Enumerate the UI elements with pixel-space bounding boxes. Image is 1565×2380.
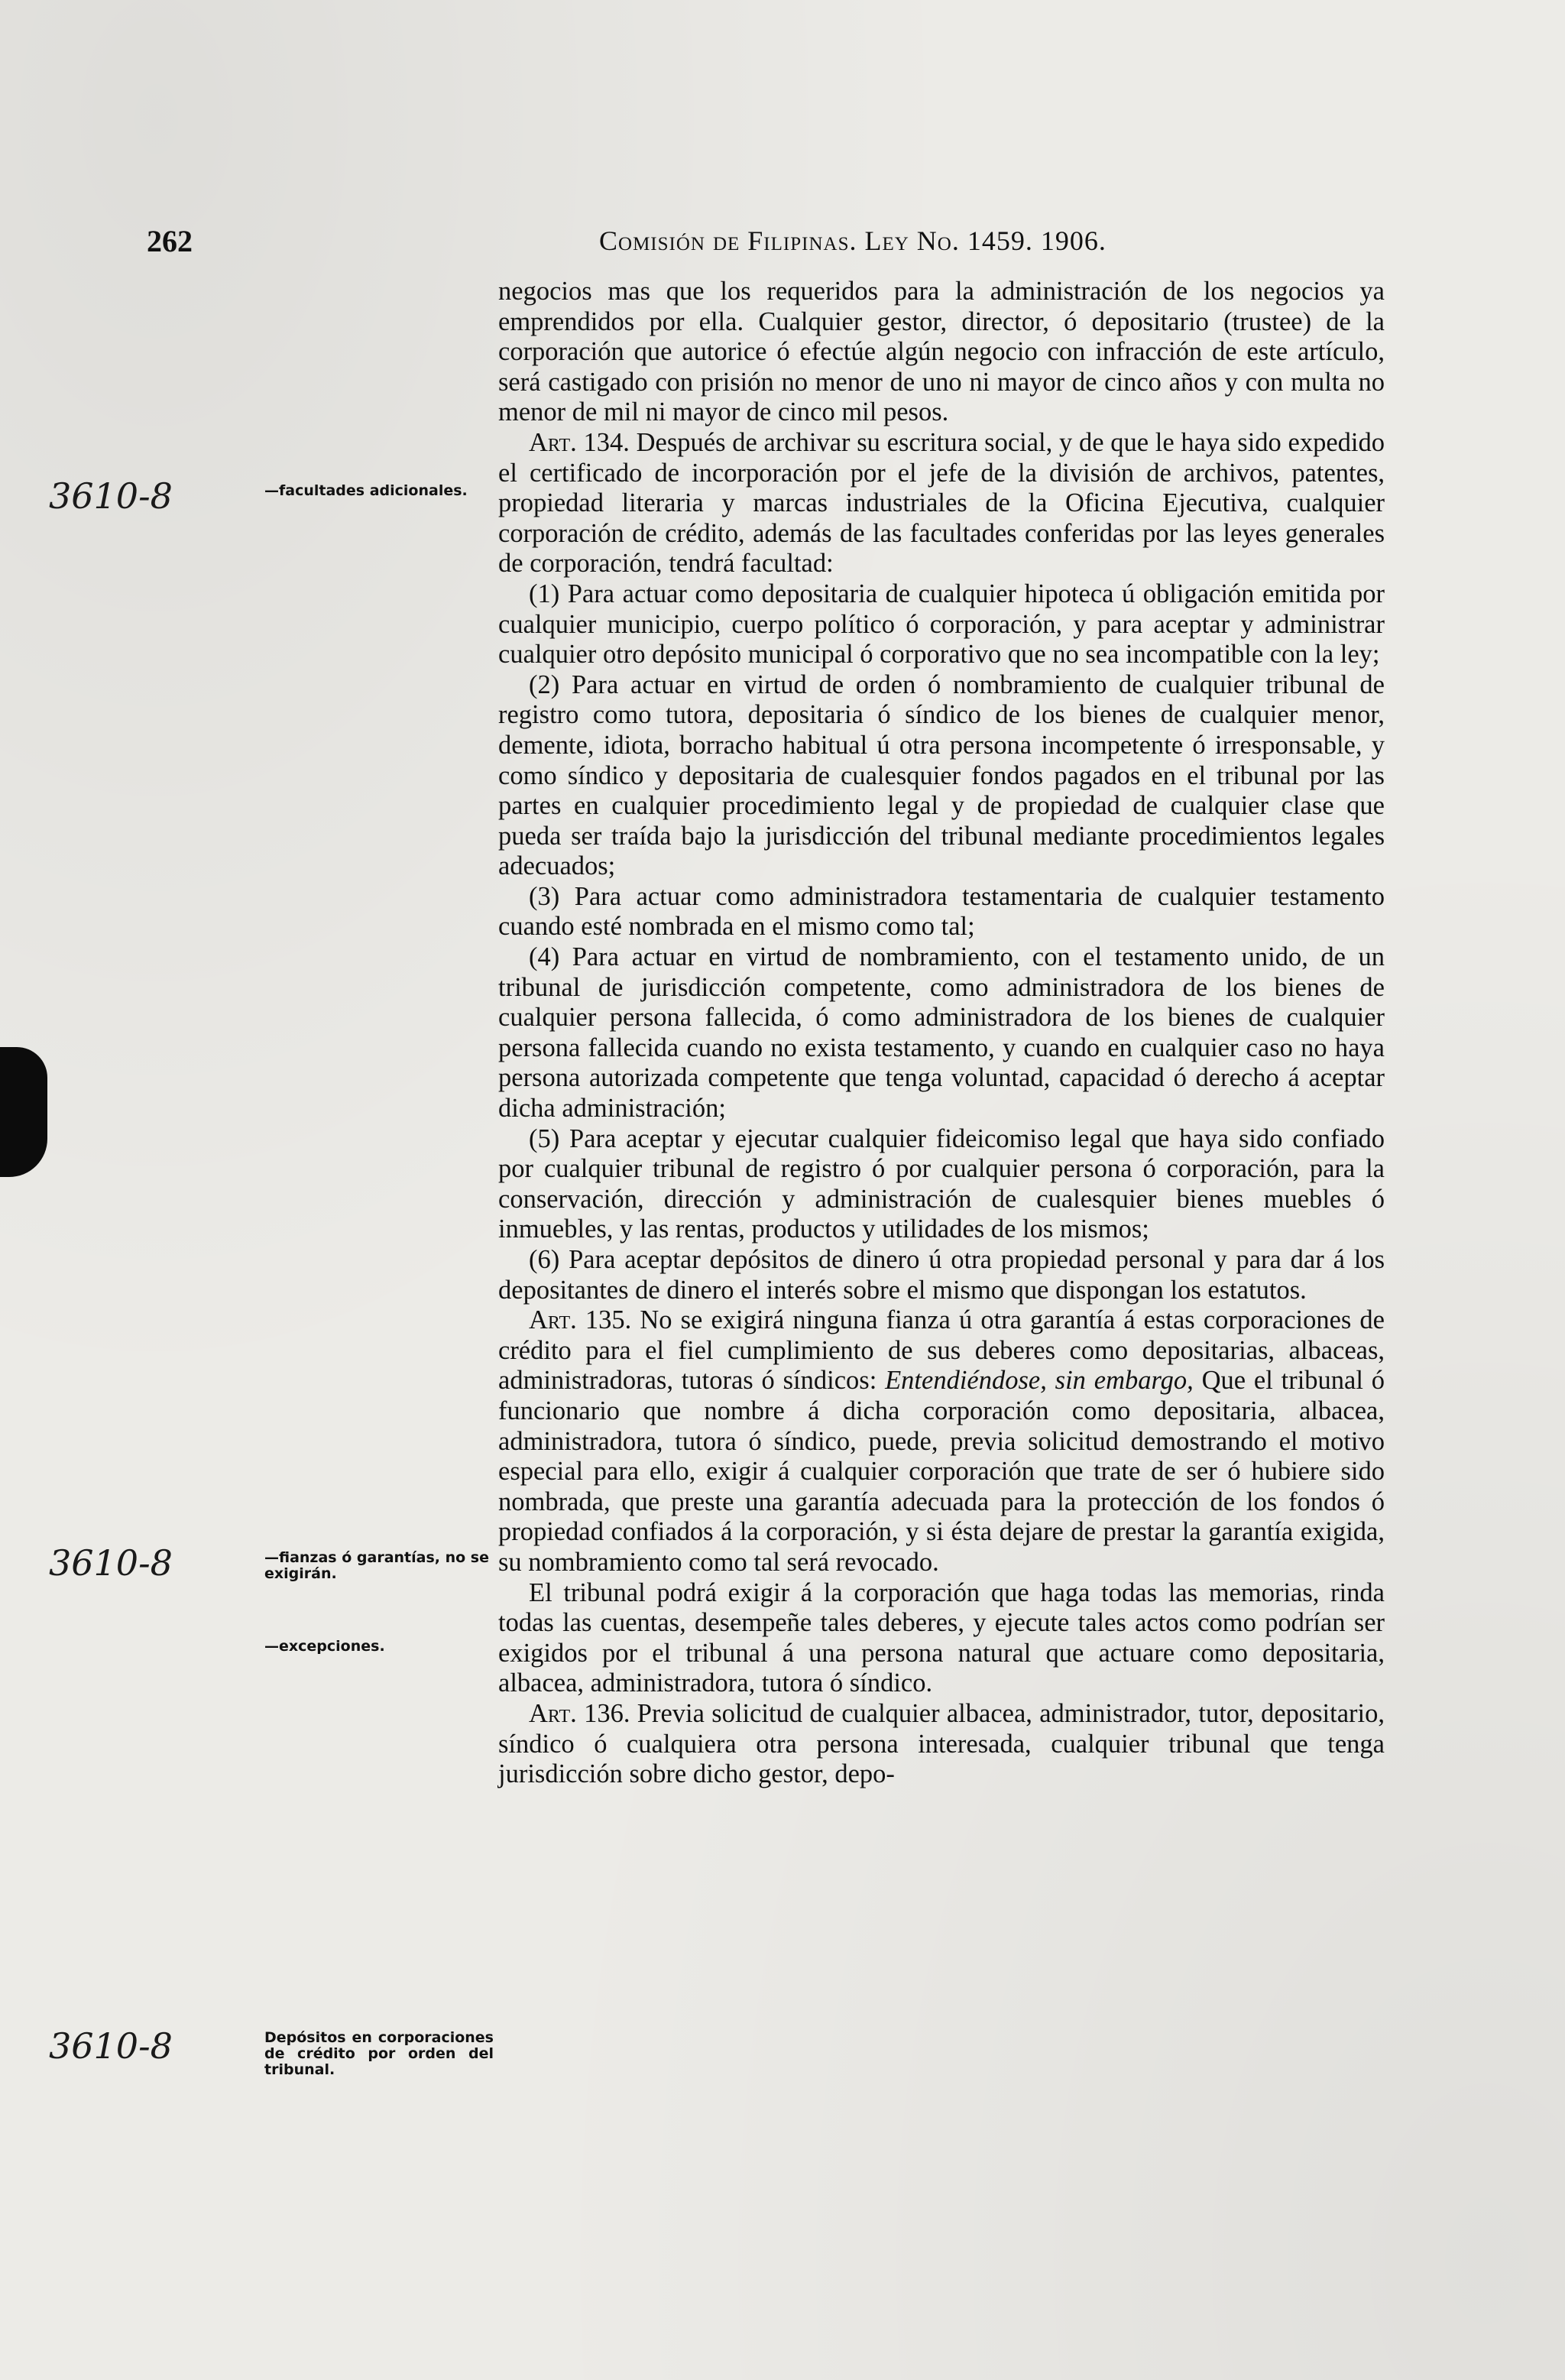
proviso-heading: Entendiéndose, sin embargo, bbox=[885, 1366, 1194, 1396]
list-item: (5) Para aceptar y ejecutar cualquier fideicomiso legal que haya sido confiado por cualquier tribunal de registro ó por cualquier persona ó corporación, para la conservación, dirección y administración de cualesquier bienes muebles ó inmuebles, y las rentas, productos y utilidades de los mismos; bbox=[498, 1124, 1385, 1244]
list-item: (6) Para aceptar depósitos de dinero ú otra propiedad personal y para dar á los depositantes de dinero el interés sobre el mismo que dispongan los estatutos. bbox=[498, 1245, 1385, 1305]
page-number: 262 bbox=[147, 224, 193, 258]
paragraph: negocios mas que los requeridos para la administración de los negocios ya emprendidos por ella. Cualquier gestor, director, ó depositario (trustee) de la corporación que autorice ó efectúe algún negocio con infracción de este artículo, será castigado con prisión no menor de uno ni mayor de cinco años y con multa no menor de mil ni mayor de cinco mil pesos. bbox=[498, 277, 1385, 427]
proviso-text: Que el tribunal ó funcionario que nombre á dicha corporación como depositaria, albacea, administradora, tutora ó síndico, puede, previa solicitud demostrando el motivo especial para ello, exigir á cualquier corporación que trate de ser ó hubiere sido nombrada, que preste una garantía adecuada para la protección de los fondos ó propiedad confiados á la corporación, y si ésta dejare de prestar la garantía exigida, su nombramiento como tal será revocado. bbox=[498, 1366, 1385, 1577]
list-item: (1) Para actuar como depositaria de cualquier hipoteca ú obligación emitida por cualquier municipio, cuerpo político ó corporación, y para aceptar y administrar cualquier otro depósito municipal ó corporativo que no sea incompatible con la ley; bbox=[498, 579, 1385, 670]
page-header bbox=[147, 223, 1278, 263]
scan-artifact bbox=[0, 1047, 47, 1177]
body-text bbox=[498, 277, 1385, 1790]
article-136 bbox=[498, 1699, 1385, 1790]
article-134 bbox=[498, 428, 1385, 579]
list-item: (2) Para actuar en virtud de orden ó nombramiento de cualquier tribunal de registro como tutora, depositaria ó síndico de los bienes de cualquier menor, demente, idiota, borracho habitual ú otra persona incompetente ó irresponsable, y como síndico y depositaria de cualesquier fondos pagados en el tribunal por las partes en cualquier procedimiento legal y de propiedad de cualquier clase que pueda ser traída bajo la jurisdicción del tribunal mediante procedimientos legales adecuados; bbox=[498, 670, 1385, 881]
handwritten-note: 3610-8 bbox=[49, 1542, 173, 1584]
list-item: (4) Para actuar en virtud de nombramiento, con el testamento unido, de un tribunal de jurisdicción competente, como administradora de los bienes de cualquier persona fallecida, ó como administradora de los bienes de cualquier persona fallecida cuando no exista testamento, y cuando en cualquier caso no haya persona autorizada competente que tenga voluntad, capacidad ó derecho á aceptar dicha administración; bbox=[498, 942, 1385, 1124]
article-135 bbox=[498, 1305, 1385, 1577]
margin-note: Depósitos en corporaciones de crédito por orden del tribunal. bbox=[264, 2029, 494, 2078]
margin-note: —facultades adicionales. bbox=[264, 482, 468, 499]
margin-note: —excepciones. bbox=[264, 1638, 385, 1655]
handwritten-note: 3610-8 bbox=[49, 475, 173, 517]
running-title: Comisión de Filipinas. Ley No. 1459. 1906. bbox=[599, 225, 1107, 256]
article-label: Art. 134. bbox=[529, 427, 630, 457]
article-text: No se exigirá ninguna fianza ú otra garantía á estas corporaciones de crédito para el fiel cumplimiento de sus deberes como depositarias, albaceas, administradoras, tutoras ó síndicos: bbox=[498, 1305, 1385, 1396]
handwritten-note: 3610-8 bbox=[49, 2025, 173, 2067]
article-label: Art. 136. bbox=[529, 1698, 630, 1728]
paragraph: El tribunal podrá exigir á la corporación que haga todas las memorias, rinda todas las cuentas, desempeñe tales deberes, y ejecute tales actos como podrían ser exigidos por el tribunal á una persona natural que actuare como depositaria, albacea, administradora, tutora ó síndico. bbox=[498, 1577, 1385, 1698]
article-label: Art. 135. bbox=[529, 1305, 632, 1335]
list-item: (3) Para actuar como administradora testamentaria de cualquier testamento cuando esté nombrada en el mismo como tal; bbox=[498, 881, 1385, 942]
article-text: Después de archivar su escritura social, y de que le haya sido expedido el certificado de incorporación por el jefe de la división de archivos, patentes, propiedad literaria y marcas industriales de la Oficina Ejecutiva, cualquier corporación de crédito, además de las facultades conferidas por las leyes generales de corporación, tendrá facultad: bbox=[498, 427, 1385, 579]
margin-note: —fianzas ó garantías, no se exigirán. bbox=[264, 1549, 489, 1582]
article-text: Previa solicitud de cualquier albacea, administrador, tutor, depositario, síndico ó cualquiera otra persona interesada, cualquier tribunal que tenga jurisdicción sobre dicho gestor, depo- bbox=[498, 1698, 1385, 1789]
